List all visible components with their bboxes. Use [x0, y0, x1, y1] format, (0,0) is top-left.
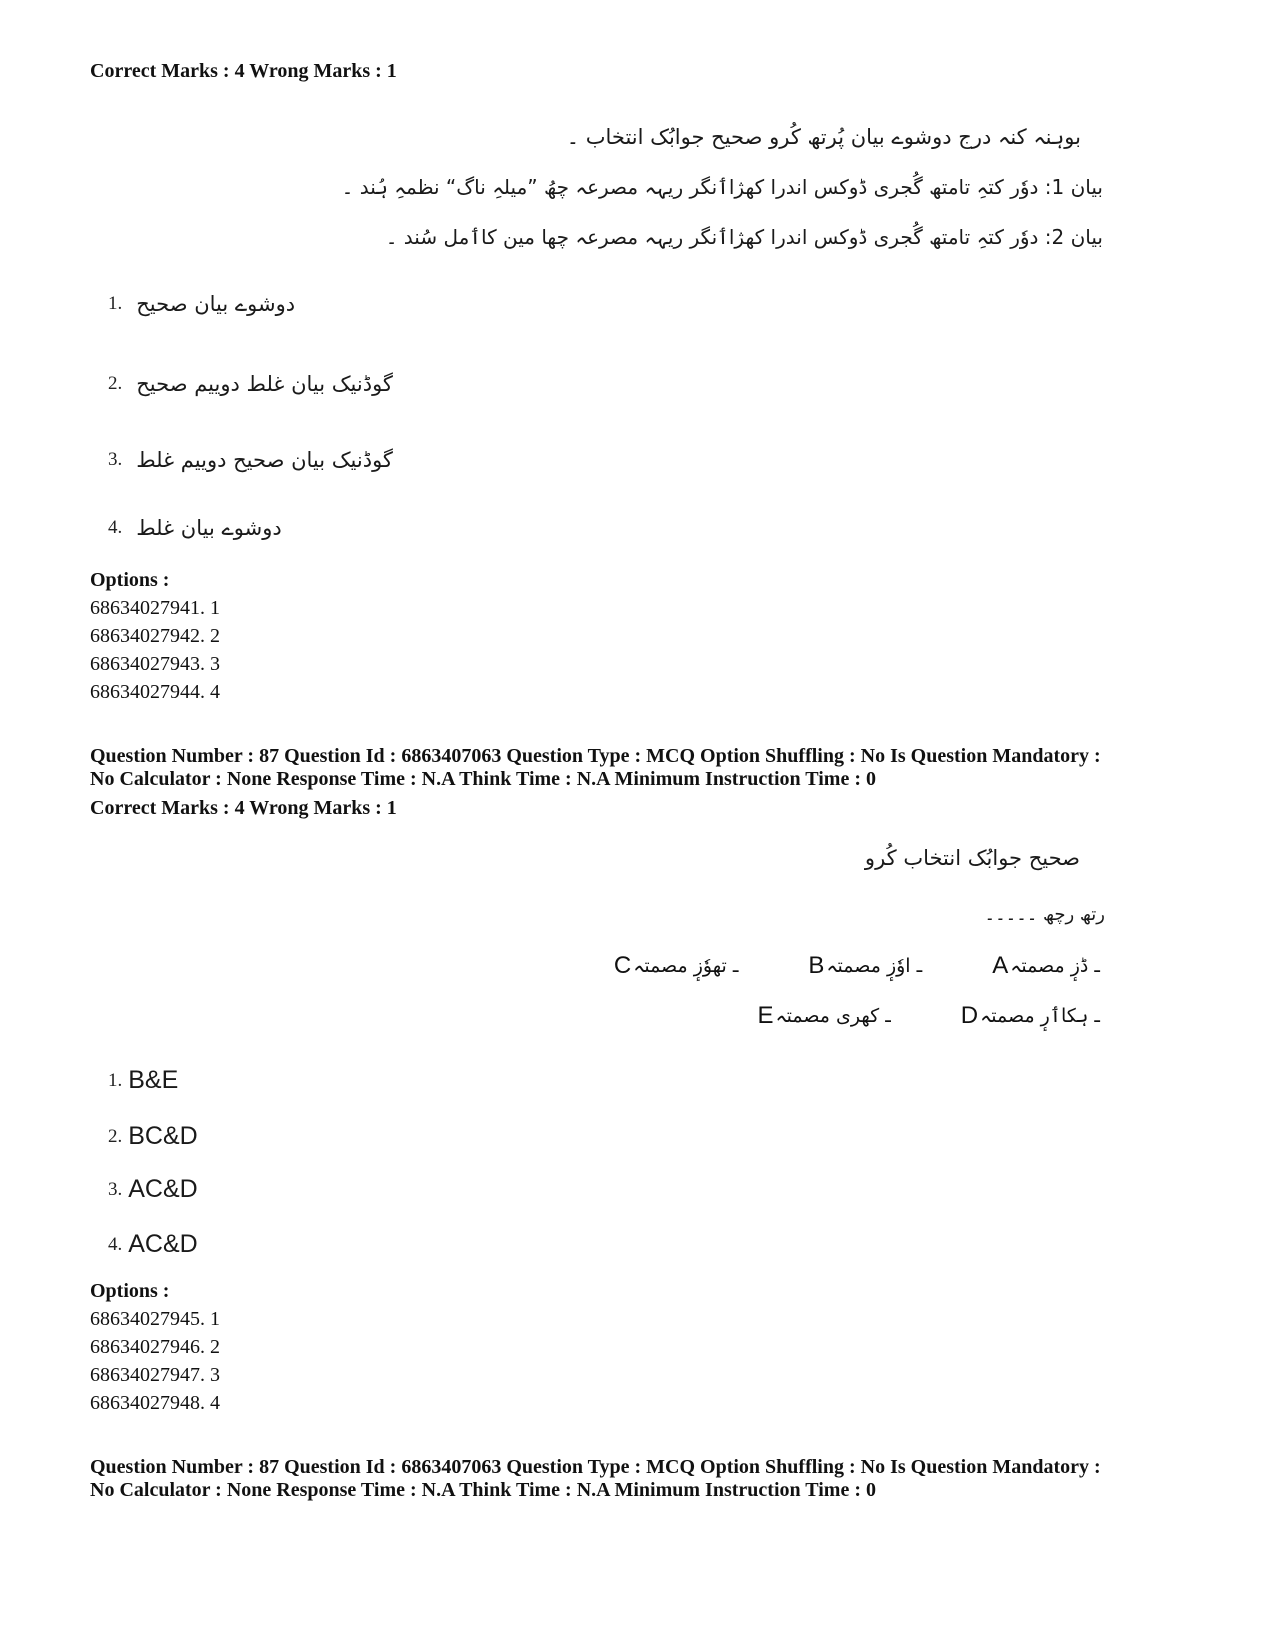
grid-text: ـ تھوٗزٕ مصمتہ	[633, 955, 739, 977]
q1-stem	[341, 112, 1103, 262]
q2-choice[interactable]	[108, 1230, 198, 1259]
q2-statement-grid	[540, 952, 1100, 1030]
q2-marks: Correct Marks : 4 Wrong Marks : 1	[90, 797, 397, 819]
grid-cell	[757, 1002, 890, 1030]
choice-text: BC&D	[128, 1122, 198, 1150]
grid-cell	[961, 1002, 1100, 1030]
q1-stem-line: بیان 1: دوٗر کتہِ تامتھ گُجری ڈوکس اندرا کھژاٲنگر ریہہ مصرعہ چھُ ”میلہِ ناگ“ نظمہِ ہُند ۔	[341, 175, 1103, 199]
grid-letter: A	[992, 952, 1009, 979]
choice-number: 1.	[108, 1069, 123, 1091]
grid-row	[540, 952, 1100, 980]
q1-choice[interactable]	[108, 448, 393, 472]
q1-stem-line: بیان 2: دوٗر کتہِ تامتھ گُجری ڈوکس اندرا کھژاٲنگر ریہہ مصرعہ چھا مین کاٲمل سُند ۔	[385, 225, 1103, 249]
grid-letter: B	[808, 952, 825, 979]
option-id-row: 68634027943. 3	[90, 653, 220, 675]
choice-text: B&E	[128, 1066, 179, 1094]
choice-number: 2.	[108, 1125, 123, 1147]
grid-text: ـ ہکاٲرٕ مصمتہ	[980, 1005, 1100, 1027]
choice-text: AC&D	[128, 1230, 198, 1258]
q2-stem-title: صحیح جوابُک انتخاب کُرو	[864, 846, 1080, 870]
q3-header-line: No Calculator : None Response Time : N.A Think Time : N.A Minimum Instruction Time : 0	[90, 1479, 876, 1501]
option-id-row: 68634027942. 2	[90, 625, 220, 647]
choice-number: 1.	[108, 293, 123, 314]
option-id-row: 68634027944. 4	[90, 681, 220, 703]
q1-choice[interactable]	[108, 516, 282, 540]
grid-row	[540, 1002, 1100, 1030]
choice-text: دوشوے بیان غلط	[136, 516, 282, 540]
grid-cell	[808, 952, 922, 980]
option-id-row: 68634027947. 3	[90, 1364, 220, 1386]
choice-number: 2.	[108, 373, 123, 394]
q1-marks: Correct Marks : 4 Wrong Marks : 1	[90, 60, 397, 82]
option-id-row: 68634027946. 2	[90, 1336, 220, 1358]
q3-header-line: Question Number : 87 Question Id : 6863407063 Question Type : MCQ Option Shuffling : No Is Question Mandatory :	[90, 1456, 1101, 1478]
q1-options-label: Options :	[90, 569, 170, 591]
q2-options-label: Options :	[90, 1280, 170, 1302]
choice-text: گوڈنیک بیان غلط دوییم صحیح	[136, 372, 393, 396]
grid-text: ـ کھری مصمتہ	[775, 1005, 891, 1027]
q2-choice[interactable]	[108, 1175, 198, 1204]
grid-text: ـ اوٗزٕ مصمتہ	[826, 955, 923, 977]
q2-choice[interactable]	[108, 1066, 178, 1095]
q2-header-line: No Calculator : None Response Time : N.A Think Time : N.A Minimum Instruction Time : 0	[90, 768, 876, 790]
choice-number: 4.	[108, 517, 123, 538]
choice-number: 3.	[108, 449, 123, 470]
grid-text: ـ ڈزٕ مصمتہ	[1010, 955, 1100, 977]
q2-choice[interactable]	[108, 1122, 198, 1151]
option-id-row: 68634027948. 4	[90, 1392, 220, 1414]
grid-letter: E	[757, 1002, 774, 1029]
q2-header-line: Question Number : 87 Question Id : 6863407063 Question Type : MCQ Option Shuffling : No Is Question Mandatory :	[90, 745, 1101, 767]
choice-number: 4.	[108, 1233, 123, 1255]
grid-letter: C	[613, 952, 632, 979]
choice-text: دوشوے بیان صحیح	[136, 292, 296, 316]
grid-cell	[992, 952, 1100, 980]
q2-stem-sub: رتھ رچھ ۔۔۔۔۔	[984, 904, 1105, 925]
q1-choice[interactable]	[108, 372, 393, 396]
choice-text: گوڈنیک بیان صحیح دوییم غلط	[136, 448, 393, 472]
q1-choice[interactable]	[108, 292, 295, 316]
option-id-row: 68634027945. 1	[90, 1308, 220, 1330]
choice-number: 3.	[108, 1178, 123, 1200]
choice-text: AC&D	[128, 1175, 198, 1203]
grid-cell	[614, 952, 739, 980]
grid-letter: D	[960, 1002, 979, 1029]
option-id-row: 68634027941. 1	[90, 597, 220, 619]
q1-stem-line: بوہنہ کنہ درج دوشوے بیان پُرتھ کُرو صحیح جوابُک انتخاب ۔	[566, 125, 1081, 149]
